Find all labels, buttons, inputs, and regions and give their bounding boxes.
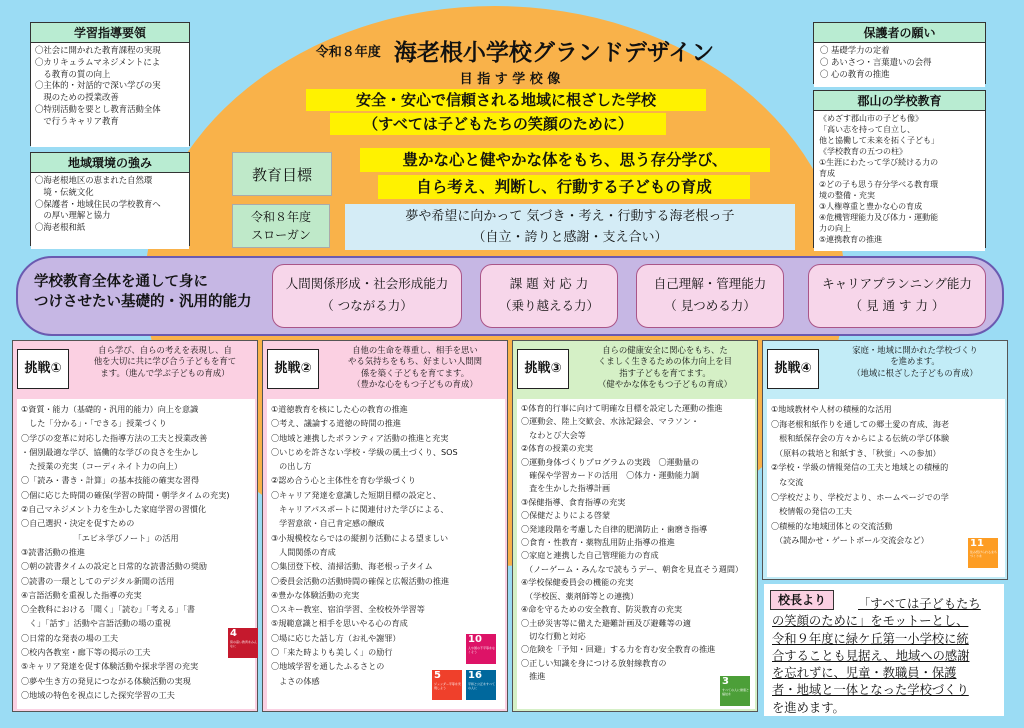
- ability-subtitle: （ 見つめる力）: [664, 298, 756, 313]
- ability-pill: [636, 264, 784, 328]
- challenge-item: 校情報の発信の工夫: [771, 506, 852, 517]
- challenge-description-line: ます。（進んで学ぶ子どもの育成）: [100, 367, 230, 378]
- sdg-label: 平和と公正をすべての人に: [468, 682, 495, 690]
- challenge-item: 〇個に応じた時間の確保(学習の時間・朝学タイムの充実): [21, 489, 230, 500]
- challenge-item: 「エビネ学びノート」の活用: [21, 532, 179, 543]
- list-item: で行うキャリア教育: [35, 115, 119, 126]
- challenge-item: ①道徳教育を核にした心の教育の推進: [271, 404, 408, 414]
- challenge-item: 〇場に応じた話し方（お礼や謝罪）: [271, 632, 401, 643]
- list-item: 境・伝統文化: [35, 186, 94, 197]
- challenge-item: ②認め合う心と主体性を育む学級づくり: [271, 475, 416, 486]
- sdg-label: 住み続けられるまちづくりを: [970, 550, 998, 558]
- list-item: 〇 心の教育の推進: [820, 68, 890, 79]
- sdg-number: 5: [434, 670, 441, 681]
- challenge-item: した「分かる」・「できる」授業づくり: [21, 418, 167, 429]
- list-item: 〇海老根和紙: [35, 222, 86, 233]
- principal-message-line: を忘れずに、児童・教職員・保護: [772, 666, 957, 681]
- challenge-item: ④命を守るための安全教育、防災教育の充実: [521, 604, 683, 615]
- challenge-description: [825, 345, 1005, 379]
- challenge-column-3: [512, 340, 758, 712]
- page-title: 海老根小学校グランドデザイン: [393, 40, 715, 66]
- challenge-item: ⑤キャリア発達を促す体験活動や探求学習の充実: [21, 661, 199, 672]
- koriyama-education-list: [814, 111, 985, 251]
- challenge-item: 〇校内各教室・廊下等の掲示の工夫: [21, 647, 151, 658]
- challenge-tag: 挑戦①: [17, 349, 69, 389]
- list-item: 〇保護者・地域住民の学校教育へ: [35, 198, 161, 209]
- challenge-item: 〇地域と連携したボランティア活動の推進と充実: [271, 432, 449, 443]
- slogan-line1: 夢や希望に向かって 気づき・考え・行動する海老根っ子: [405, 209, 735, 224]
- challenge-description-line: 自ら学び、自らの考えを表現し、自: [98, 345, 232, 355]
- challenge-item: 〇運動会、陸上交歓会、水泳記録会、マラソン・: [521, 416, 700, 427]
- local-strengths-list: [31, 173, 189, 249]
- challenge-description-line: （地域に根ざした子どもの育成）: [852, 367, 978, 378]
- challenge-item: 推進: [521, 671, 546, 682]
- challenge-items: [17, 399, 255, 709]
- challenge-item: ①体育的行事に向けて明確な目標を設定した運動の推進: [521, 403, 723, 413]
- challenge-item: ②自己マネジメント力を生かした家庭学習の習慣化: [21, 504, 207, 515]
- challenge-item: 根和紙保存会の方々からによる伝統の学び体験: [771, 433, 950, 444]
- challenge-item: 〇家庭と連携した自己管理能力の育成: [521, 550, 659, 561]
- challenge-description-line: 家庭・地域に開かれた学校づくり: [852, 345, 978, 355]
- challenge-item: 〇学校だより、学校だより、ホームページでの学: [771, 491, 949, 502]
- list-item: 他と協働して未来を拓く子ども」: [819, 136, 939, 145]
- list-item: 〇海老根地区の恵まれた自然環: [35, 175, 153, 185]
- challenge-item: よさの体感: [271, 675, 320, 686]
- list-item: 《めざす郡山市の子ども像》: [819, 114, 923, 123]
- challenge-item: 〇地域学習を通したふるさとの: [271, 661, 385, 672]
- sdg-number: 10: [468, 634, 482, 645]
- curriculum-guidelines-title: 学習指導要領: [31, 23, 189, 43]
- challenge-description: [325, 345, 505, 391]
- challenge-item: キャリアパスポートに関連付けた学びによる、: [271, 504, 449, 515]
- education-goal-line1: 豊かな心と健やかな体をもち、思う存分学び、: [360, 148, 770, 172]
- challenge-item: ④学校保健委員会の機能の充実: [521, 577, 634, 588]
- challenge-tag: 挑戦②: [267, 349, 319, 389]
- list-item: 〇社会に開かれた教育課程の実現: [35, 45, 161, 55]
- challenge-item: ①地域教材や人材の積極的な活用: [771, 404, 892, 414]
- challenge-item: 〇海老根和紙作りを通しての郷土愛の育成、海老: [771, 418, 950, 429]
- page-title-row: [250, 34, 780, 64]
- challenge-item: 〇日常的な発表の場の工夫: [21, 632, 119, 643]
- challenge-item: ④豊かな体験活動の充実: [271, 589, 360, 600]
- sdg-number: 4: [230, 628, 237, 639]
- challenge-item: 〇食育・性教育・薬物乱用防止指導の推進: [521, 537, 675, 548]
- ability-name: 課 題 対 応 力: [509, 276, 589, 291]
- challenge-item: 〇発達段階を考慮した自律的肥満防止・歯磨き指導: [521, 523, 708, 534]
- challenge-item: （学校医、薬剤師等との連携）: [521, 590, 639, 601]
- ability-name: 自己理解・管理能力: [653, 276, 767, 291]
- challenge-item: 〇危険を「予知・回避」する力を育む安全教育の推進: [521, 644, 716, 655]
- challenge-description-line: （豊かな心をもつ子どもの育成）: [352, 379, 478, 390]
- challenge-item: ・個別最適な学び、協働的な学びの良さを生かし: [21, 446, 199, 457]
- slogan-label-line1: 令和８年度: [250, 210, 311, 224]
- challenge-item: 〇「来た時よりも美しく」の励行: [271, 647, 393, 658]
- challenge-item: 〇キャリア発達を意識した短期目標の設定と、: [271, 489, 441, 500]
- curriculum-guidelines-box: [30, 22, 190, 146]
- challenge-item: 査を生かした指導計画: [521, 483, 611, 494]
- list-item: ④危機管理能力及び体力・運動能: [819, 213, 939, 222]
- challenge-item: た授業の充実（コーディネイト力の向上）: [21, 461, 183, 472]
- challenge-tag: 挑戦④: [767, 349, 819, 389]
- curriculum-guidelines-list: [31, 43, 189, 147]
- sdg-number: 16: [468, 670, 482, 681]
- ability-name: キャリアプランニング能力: [822, 276, 972, 291]
- ability-subtitle: （ 見 通 す 力 ）: [849, 298, 945, 313]
- challenge-item: な交流: [771, 476, 804, 487]
- koriyama-education-title: 郡山の学校教育: [814, 91, 985, 111]
- challenge-items: [517, 399, 755, 709]
- challenge-tag: 挑戦③: [517, 349, 569, 389]
- challenge-description-line: を進めます。: [890, 356, 940, 367]
- challenge-description: [75, 345, 255, 379]
- challenge-item: なわとび大会等: [521, 429, 586, 440]
- koriyama-education-box: [813, 90, 986, 248]
- school-vision-line2: （すべては子どもたちの笑顔のために）: [330, 113, 666, 135]
- challenge-description-line: やる気持ちをもち、好ましい人間関: [348, 356, 482, 367]
- challenge-item: 〇土砂災害等に備えた避難計画及び避難等の適: [521, 617, 691, 628]
- challenge-item: ③保健指導、食育指導の充実: [521, 496, 626, 507]
- challenge-item: （読み聞かせ・ゲートボール交流会など）: [771, 535, 929, 546]
- sdg-label: 人や国の不平等をなくそう: [468, 646, 496, 654]
- list-item: の厚い理解と協力: [35, 210, 111, 221]
- list-item: 〇 基礎学力の定着: [820, 45, 890, 55]
- slogan-label-line2: スローガン: [251, 228, 311, 242]
- challenge-item: 〇学びの変革に対応した指導方法の工夫と授業改善: [21, 432, 208, 443]
- challenge-item: 〇積極的な地域団体との交流活動: [771, 520, 893, 531]
- sdg-goal-icon: [968, 538, 998, 568]
- ability-pill: [272, 264, 462, 328]
- challenge-item: 〇保健だよりによる啓蒙: [521, 510, 611, 521]
- sdg-goal-icon: [720, 676, 750, 706]
- challenge-item: 〇朝の読書タイムの設定と日常的な読書活動の奨励: [21, 561, 207, 572]
- challenge-item: 人間関係の育成: [271, 546, 336, 557]
- challenge-item: （原料の栽培と和紙すき、「秋蛍」への参加）: [771, 447, 941, 458]
- list-item: る教育の質の向上: [35, 68, 111, 79]
- school-vision-line1: 安全・安心で信頼される地域に根ざした学校: [306, 89, 706, 111]
- parent-wishes-title: 保護者の願い: [814, 23, 985, 43]
- challenge-item: 〇正しい知識を身につける放射線教育の: [521, 657, 667, 668]
- principal-message-line: を進めます。: [772, 700, 845, 715]
- challenge-description-line: 自らの健康安全に関心をもち、た: [602, 345, 728, 355]
- list-item: 「高い志を持って自立し、: [819, 125, 915, 134]
- list-item: ②どの子も思う存分学べる教育環: [819, 180, 939, 189]
- challenge-description-line: くましく生きるための体力向上を目: [598, 356, 732, 367]
- ability-subtitle: （ つながる力）: [321, 298, 413, 313]
- slogan-line2: （自立・誇りと感謝・支え合い）: [472, 230, 668, 245]
- abilities-heading-line1: 学校教育全体を通して身に: [34, 274, 208, 290]
- list-item: ①生涯にわたって学び続ける力の: [819, 158, 939, 167]
- sdg-goal-icon: [466, 634, 496, 664]
- principal-message-line: 合することも見据え、地域への感謝: [772, 648, 970, 663]
- challenge-item: 切な行動と対応: [521, 630, 586, 641]
- challenge-description-line: 係を築く子どもを育てます。: [360, 367, 470, 378]
- challenge-item: 確保や学習カードの活用 〇体力・運動能力調: [521, 470, 700, 481]
- ability-pill: [808, 264, 986, 328]
- abilities-heading-line2: つけさせたい基礎的・汎用的能力: [34, 294, 252, 310]
- challenge-item: 〇読書の一環としてのデジタル新聞の活用: [21, 575, 175, 586]
- principal-message-line: 令和９年度に緑ケ丘第一小学校に統: [772, 631, 969, 646]
- challenge-description-line: 自他の生命を尊重し、相手を思い: [352, 345, 478, 355]
- sdg-number: 11: [970, 538, 984, 549]
- list-item: 境の整備・充実: [819, 191, 875, 200]
- challenge-item: ④言語活動を重視した指導の充実: [21, 589, 142, 600]
- challenge-item: ②学校・学級の情報発信の工夫と地域との積極的: [771, 462, 949, 473]
- challenge-description: [575, 345, 755, 391]
- challenge-description-line: 他を大切に共に学び合う子どもを育て: [93, 356, 237, 367]
- sdg-number: 3: [722, 676, 729, 687]
- challenge-item: 〇全教科における「聞く」「読む」「考える」「書: [21, 604, 196, 615]
- challenge-description-line: （健やかな体をもつ子どもの育成）: [598, 379, 732, 390]
- list-item: 〇カリキュラムマネジメントによ: [35, 56, 161, 67]
- challenge-item: ②体育の授業の充実: [521, 443, 594, 454]
- slogan-label: [232, 204, 330, 248]
- ability-pill: [480, 264, 618, 328]
- list-item: 現のための授業改善: [35, 92, 119, 103]
- abilities-heading: [34, 272, 264, 312]
- local-strengths-title: 地域環境の強み: [31, 153, 189, 173]
- sdg-goal-icon: [466, 670, 496, 700]
- challenge-item: 〇「読み・書き・計算」の基本技能の確実な習得: [21, 475, 200, 486]
- principal-message-line: 「すべては子どもたち: [858, 597, 981, 611]
- parent-wishes-list: [814, 43, 985, 87]
- challenge-item: 〇夢や生き方の発見につながる体験活動の実現: [21, 675, 191, 686]
- sdg-label: ジェンダー平等を実現しよう: [434, 682, 461, 690]
- sdg-goal-icon: [228, 628, 258, 658]
- school-vision-heading: 目 指 す 学 校 像: [459, 72, 561, 87]
- challenge-item: 〇集団登下校、清掃活動、海老根っ子タイム: [271, 561, 433, 572]
- challenge-item: 〇運動身体づくりプログラムの実践 〇運動量の: [521, 456, 699, 467]
- challenge-item: の出し方: [271, 461, 312, 472]
- list-item: 〇主体的・対話的で深い学びの実: [35, 80, 161, 91]
- list-item: 育成: [819, 169, 835, 178]
- ability-subtitle: （乗り越える力）: [498, 298, 599, 313]
- challenge-item: 〇地域の特色を視点にした探究学習の工夫: [21, 689, 175, 700]
- challenge-item: ⑤規範意識と相手を思いやる心の育成: [271, 618, 408, 629]
- challenge-item: 学習意欲・自己肯定感の醸成: [271, 518, 385, 529]
- parent-wishes-box: [813, 22, 986, 84]
- local-strengths-box: [30, 152, 190, 246]
- list-item: ⑤連携教育の推進: [819, 235, 883, 244]
- principal-message-line: 者・地域と一体となった学校づくり: [772, 683, 969, 698]
- challenge-item: ①資質・能力（基礎的・汎用的能力）向上を意識: [21, 404, 199, 414]
- slogan-text: [345, 204, 795, 250]
- challenge-column-1: [12, 340, 258, 712]
- title-year: 令和８年度: [315, 45, 381, 60]
- challenge-item: ③小規模校ならではの縦割り活動による望ましい: [271, 532, 449, 543]
- challenge-item: 〇委員会活動の活動時間の確保と広報活動の推進: [271, 575, 450, 586]
- challenge-item: く」「話す」活動や言語活動の場の重視: [21, 618, 171, 629]
- sdg-label: すべての人に健康と福祉を: [722, 688, 749, 696]
- principal-message-line: の笑顔のために」をモットーとし、: [772, 614, 969, 629]
- list-item: 〇 あいさつ・言葉遣いの会得: [820, 56, 932, 67]
- list-item: ③人権尊重と豊かな心の育成: [819, 202, 923, 211]
- sdg-label: 質の高い教育をみんなに: [230, 640, 258, 648]
- challenge-item: ③読書活動の推進: [21, 546, 85, 557]
- challenge-description-line: 指す子どもを育てます。: [619, 367, 711, 378]
- challenge-item: 〇スキー教室、宿泊学習、全校校外学習等: [271, 604, 425, 615]
- education-goal-line2: 自ら考え、判断し、行動する子どもの育成: [378, 175, 750, 199]
- list-item: 《学校教育の五つの柱》: [819, 147, 907, 156]
- ability-name: 人間関係形成・社会形成能力: [285, 276, 449, 291]
- list-item: 力の向上: [819, 224, 851, 233]
- list-item: 〇特別活動を要とし教育活動全体: [35, 103, 161, 114]
- challenge-item: 〇いじめを許さない学校・学級の風土づくり、SOS: [271, 446, 458, 457]
- education-goal-label: 教育目標: [232, 152, 332, 196]
- challenge-item: 〇考え、議論する道徳の時間の推進: [271, 418, 401, 429]
- challenge-item: （ノーゲーム・みんなで読もうデー、朝食を見直そう週間）: [521, 563, 744, 574]
- principal-message: [772, 596, 1000, 717]
- principal-label: 校長より: [770, 590, 834, 610]
- challenge-item: 〇自己選択・決定を促すための: [21, 518, 135, 529]
- sdg-goal-icon: [432, 670, 462, 700]
